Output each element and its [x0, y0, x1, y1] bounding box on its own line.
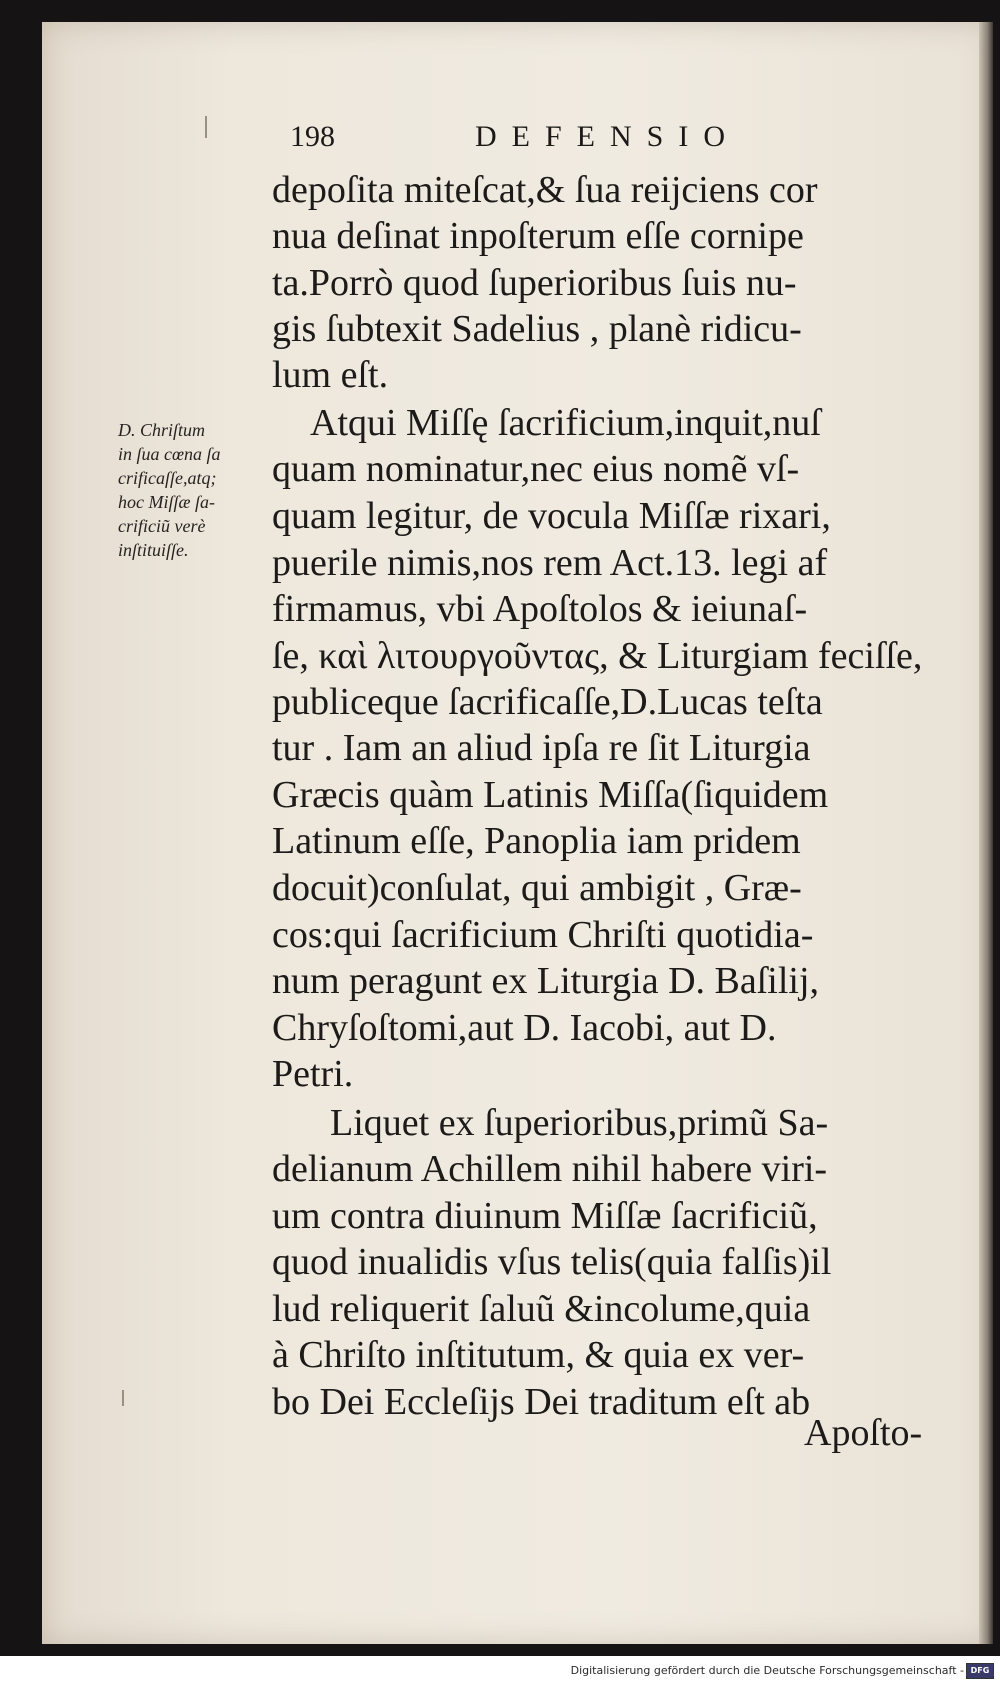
text-line: delianum Achillem nihil habere viri- [272, 1148, 828, 1190]
text-line: quam nominatur,nec eius nomẽ vſ- [272, 448, 800, 490]
text-line: firmamus, vbi Apoſtolos & ieiunaſ- [272, 588, 808, 630]
text-line: ſe, καὶ λιτουργοῦντας, & Liturgiam feciſſe, [272, 635, 923, 677]
text-line: cos:qui ſacrificium Chriſti quotidia- [272, 914, 814, 956]
text-line: docuit)conſulat, qui ambigit , Græ- [272, 867, 802, 909]
footer [0, 1656, 1000, 1689]
text-line: lud reliquerit ſaluũ &incolume,quia [272, 1288, 811, 1330]
text-line: num peragunt ex Liturgia D. Baſilij, [272, 960, 820, 1002]
text-line: Atqui Miſſę ſacrificium,inquit,nuſ [310, 402, 821, 444]
text-line: ta.Porrò quod ſuperioribus ſuis nu- [272, 262, 797, 304]
marginal-line: inſtituiſſe. [118, 540, 189, 560]
text-line: Petri. [272, 1053, 354, 1095]
catchword: Apoſto- [804, 1412, 923, 1454]
text-line: um contra diuinum Miſſæ ſacrificiũ, [272, 1195, 818, 1237]
marginal-line: in ſua cœna ſa [118, 444, 221, 464]
text-line: gis ſubtexit Sadelius , planè ridicu- [272, 308, 802, 350]
page-number: 198 [290, 120, 335, 153]
marginal-line: hoc Miſſæ ſa- [118, 492, 215, 512]
text-line: lum eſt. [272, 354, 389, 396]
margin-mark [122, 1390, 124, 1406]
margin-mark [205, 116, 207, 138]
marginal-line: D. Chriſtum [118, 420, 206, 440]
marginal-line: crificiũ verè [118, 516, 206, 536]
text-line: Liquet ex ſuperioribus,primũ Sa- [330, 1102, 829, 1144]
text-line: nua deſinat inpoſterum eſſe cornipe [272, 215, 804, 257]
text-line: Græcis quàm Latinis Miſſa(ſiquidem [272, 774, 829, 816]
text-line: tur . Iam an aliud ipſa re ſit Liturgia [272, 727, 811, 769]
text-line: quod inualidis vſus telis(quia falſis)il [272, 1241, 832, 1283]
text-line: depoſita miteſcat,& ſua reijciens cor [272, 169, 818, 211]
text-line: puerile nimis,nos rem Act.13. legi af [272, 542, 828, 584]
text-line: bo Dei Eccleſijs Dei traditum eſt ab [272, 1381, 811, 1423]
marginal-line: crificaſſe,atq; [118, 468, 217, 488]
text-line: à Chriſto inſtitutum, & quia ex ver- [272, 1334, 805, 1376]
marginal-note [118, 418, 268, 562]
page-header [290, 120, 800, 160]
text-line: Chryſoſtomi,aut D. Iacobi, aut D. [272, 1007, 777, 1049]
funding-credit: Digitalisierung gefördert durch die Deutsche Forschungsgemeinschaft - [570, 1664, 964, 1677]
text-line: Latinum eſſe, Panoplia iam pridem [272, 820, 801, 862]
text-line: quam legitur, de vocula Miſſæ rixari, [272, 495, 831, 537]
dfg-logo-icon: DFG [966, 1663, 994, 1679]
running-head: DEFENSIO [475, 120, 741, 153]
text-line: publiceque ſacrificaſſe,D.Lucas teſta [272, 681, 823, 723]
page-edge [979, 22, 993, 1644]
